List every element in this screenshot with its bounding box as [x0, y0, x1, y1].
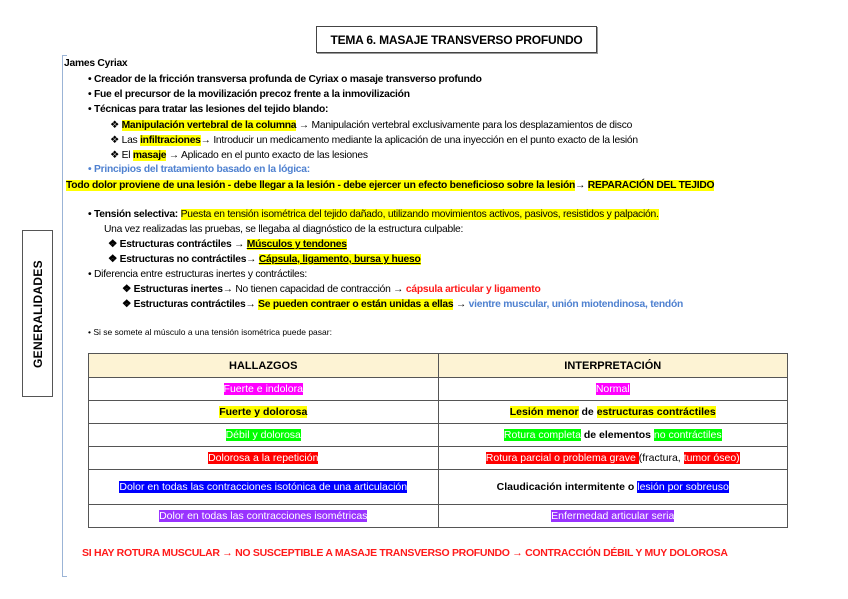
table-row — [89, 401, 788, 424]
text-segment: • Si se somete al músculo a una tensión isométrica puede pasar: — [88, 327, 332, 337]
interpretation-cell — [438, 470, 788, 505]
interpretation-cell — [438, 505, 788, 528]
text-segment: • Fue el precursor de la movilización precoz frente a la inmovilización — [88, 89, 410, 100]
interpretation-text: Lesión menor — [509, 406, 579, 418]
text-segment: • Tensión selectiva: — [88, 209, 181, 220]
text-segment: Músculos y tendones — [246, 239, 347, 250]
finding-cell — [89, 378, 439, 401]
text-line — [88, 163, 310, 176]
text-line — [122, 298, 683, 311]
footer-note: SI HAY ROTURA MUSCULAR → NO SUSCEPTIBLE A MASAJE TRANSVERSO PROFUNDO → CONTRACCIÓN DÉBIL Y MUY DOLOROSA — [82, 547, 728, 559]
table-row — [89, 447, 788, 470]
finding-cell — [89, 424, 439, 447]
text-segment: → — [245, 299, 259, 310]
text-line — [88, 73, 482, 86]
text-line — [88, 268, 307, 281]
text-segment: • Técnicas para tratar las lesiones del tejido blando: — [88, 104, 329, 115]
text-segment: • Creador de la fricción transversa profunda de Cyriax o masaje transverso profundo — [88, 74, 482, 85]
text-line — [110, 119, 632, 132]
text-segment: cápsula articular y ligamento — [405, 284, 541, 295]
text-segment: → Introducir un medicamento mediante la aplicación de una inyección en el punto exacto de la lesión — [200, 135, 638, 146]
interpretation-text: (fractura, — [638, 452, 684, 464]
text-segment: Una vez realizadas las pruebas, se llegaba al diagnóstico de la estructura culpable: — [104, 224, 464, 235]
finding-cell — [89, 447, 439, 470]
text-segment: Todo dolor proviene de una lesión - debe llegar a la lesión - debe ejercer un efecto beneficioso sobre la lesión — [66, 180, 576, 191]
table-row — [89, 424, 788, 447]
finding-text: Fuerte e indolora — [223, 383, 303, 395]
interpretation-text: estructuras contráctiles — [596, 406, 716, 418]
interpretation-text: no contráctiles — [653, 429, 722, 441]
finding-cell — [89, 470, 439, 505]
text-line — [64, 57, 127, 70]
text-segment: • Principios del tratamiento basado en la lógica: — [88, 164, 310, 175]
interpretation-text: Enfermedad articular seria — [551, 510, 675, 522]
text-line — [88, 208, 659, 221]
findings-table — [88, 353, 788, 528]
interpretation-cell — [438, 378, 788, 401]
text-segment: ❖ — [110, 120, 122, 131]
text-line — [108, 238, 347, 251]
finding-text: Débil y dolorosa — [225, 429, 301, 441]
text-segment: Cápsula, ligamento, bursa y hueso — [258, 254, 421, 265]
text-segment: → — [453, 299, 469, 310]
finding-cell — [89, 401, 439, 424]
table-row — [89, 505, 788, 528]
finding-text: Dolorosa a la repetición — [208, 452, 319, 464]
section-bracket — [62, 55, 67, 577]
text-line — [66, 179, 714, 192]
text-segment: → No tienen capacidad de contracción → — [222, 284, 406, 295]
text-segment: → Manipulación vertebral exclusivamente para los desplazamientos de disco — [296, 120, 633, 131]
interpretation-text: Rotura parcial o problema grave — [485, 452, 639, 464]
interpretation-cell — [438, 447, 788, 470]
text-line — [88, 326, 332, 339]
interpretation-text: lesión por sobreuso — [637, 481, 729, 493]
finding-text: Dolor en todas las contracciones isotónica de una articulación — [119, 481, 408, 493]
text-segment: Manipulación vertebral de la columna — [121, 120, 297, 131]
header-interpretacion: INTERPRETACIÓN — [438, 354, 788, 378]
interpretation-text: tumor óseo) — [683, 452, 740, 464]
table-row — [89, 378, 788, 401]
text-segment: ❖ Las — [110, 135, 141, 146]
text-segment: → Aplicado en el punto exacto de las lesiones — [166, 150, 368, 161]
text-segment: REPARACIÓN DEL TEJIDO — [587, 180, 715, 191]
text-line — [110, 134, 638, 147]
page-title: TEMA 6. MASAJE TRANSVERSO PROFUNDO — [316, 26, 597, 53]
text-line — [122, 283, 541, 296]
text-segment: → — [575, 180, 588, 191]
text-segment: ❖ El — [110, 150, 133, 161]
text-segment: Puesta en tensión isométrica del tejido dañado, utilizando movimientos activos, pasivos, resistidos y palpación. — [180, 209, 659, 220]
text-segment: Se pueden contraer o están unidas a ellas — [258, 299, 454, 310]
text-line — [110, 149, 368, 162]
text-segment: ❖ Estructuras no contráctiles→ — [108, 254, 259, 265]
section-label: GENERALIDADES — [30, 259, 45, 368]
text-line — [104, 223, 463, 236]
interpretation-text: Rotura completa — [503, 429, 581, 441]
interpretation-text: Normal — [595, 383, 630, 395]
interpretation-cell — [438, 424, 788, 447]
text-segment: ❖ Estructuras contráctiles → — [108, 239, 247, 250]
text-segment: ❖ Estructuras inertes — [122, 284, 223, 295]
interpretation-text: Claudicación intermitente o — [496, 481, 638, 493]
interpretation-cell — [438, 401, 788, 424]
finding-cell — [89, 505, 439, 528]
text-segment: James Cyriax — [64, 58, 128, 69]
table-header-row — [89, 354, 788, 378]
interpretation-text: de elementos — [580, 429, 654, 441]
text-segment: • Diferencia entre estructuras inertes y contráctiles: — [88, 269, 308, 280]
table-row — [89, 470, 788, 505]
text-line — [88, 103, 328, 116]
text-line — [108, 253, 421, 266]
text-line — [88, 88, 410, 101]
text-segment: ❖ Estructuras contráctiles — [122, 299, 246, 310]
interpretation-text: de — [578, 406, 597, 418]
text-segment: masaje — [132, 150, 167, 161]
text-segment: vientre muscular, unión miotendinosa, tendón — [468, 299, 684, 310]
finding-text: Fuerte y dolorosa — [219, 406, 308, 418]
section-label-box — [22, 230, 53, 397]
header-hallazgos: HALLAZGOS — [89, 354, 439, 378]
finding-text: Dolor en todas las contracciones isométricas — [159, 510, 368, 522]
text-segment: infiltraciones — [140, 135, 201, 146]
